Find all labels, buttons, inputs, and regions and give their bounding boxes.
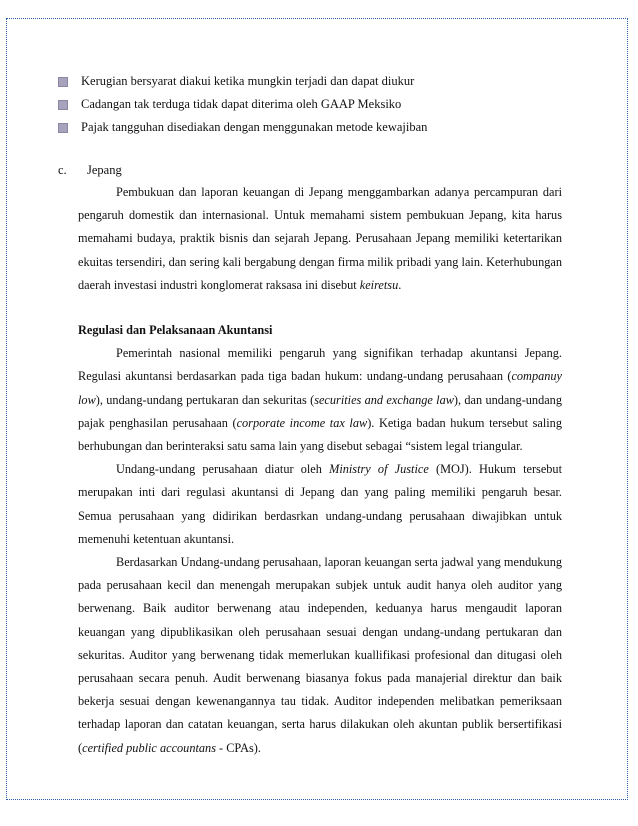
italic-term: certified public accountans [82, 740, 216, 755]
square-bullet-icon [58, 123, 68, 133]
text-span: ), dan undang-undang pajak penghasilan perusahaan ( [78, 392, 562, 430]
section-heading [58, 163, 122, 178]
text-span: Undang-undang perusahaan diatur oleh [116, 462, 330, 477]
bullet-list [58, 70, 427, 139]
italic-term: companuy low [78, 369, 562, 407]
paragraph-intro [78, 181, 562, 297]
italic-term: keiretsu [359, 277, 399, 292]
text-span: (MOJ). Hukum tersebut merupakan inti dari regulasi akuntansi di Jepang dan yang paling memiliki pengaruh besar. Semua perusahaan yang didirikan berdasrkan undang-undang perusahaan diwajibkan untuk memenuhi ketentuan akuntansi. [78, 462, 562, 546]
text-span: Berdasarkan Undang-undang perusahaan, laporan keuangan serta jadwal yang mendukung pada perusahaan kecil dan menengah merupakan subjek untuk audit hanya oleh auditor yang berwenang. Baik auditor berwenang atau independen, keduanya harus mengaudit laporan keuangan yang dipublikasikan oleh perusahaan sesuai dengan undang-undang pertukaran dan sekuritas. Auditor yang berwenang tidak memerlukan kuallifikasi profesional dan ditugasi oleh perusahaan secara penuh. Audit berwenang biasanya fokus pada manajerial direktur dan baik bekerja sesuai dengan kewenangannya tau tidak. Auditor independen melibatkan pemeriksaan terhadap laporan dan catatan keuangan, serta harus dilakukan oleh akuntan publik bersertifikasi ( [78, 555, 562, 755]
paragraph-regulation [78, 342, 562, 458]
square-bullet-icon [58, 77, 68, 87]
text-span: ), undang-undang pertukaran dan sekuritas ( [95, 392, 315, 407]
subsection-heading: Regulasi dan Pelaksanaan Akuntansi [78, 323, 273, 338]
text-span: - CPAs). [215, 740, 261, 755]
section-title: Jepang [87, 163, 122, 177]
bullet-text: Pajak tangguhan disediakan dengan menggunakan metode kewajiban [81, 120, 428, 134]
paragraph-audit [78, 551, 562, 760]
italic-term: securities and exchange law [314, 392, 454, 407]
paragraph-company-law [78, 458, 562, 551]
list-item [58, 116, 427, 139]
text-span: Pembukuan dan laporan keuangan di Jepang menggambarkan adanya percampuran dari pengaruh domestik dan internasional. Untuk memahami sistem pembukuan Jepang, kita harus memahami budaya, praktik bisnis dan sejarah Jepang. Perusahaan Jepang memiliki ketertarikan ekuitas tersendiri, dan sering kali bergabung dengan firma milik pribadi yang lain. Keterhubungan daerah investasi industri konglomerat raksasa ini disebut [78, 185, 562, 292]
body-text [78, 181, 562, 760]
square-bullet-icon [58, 100, 68, 110]
section-letter: c. [58, 163, 67, 177]
bullet-text: Cadangan tak terduga tidak dapat diterima oleh GAAP Meksiko [81, 97, 402, 111]
list-item [58, 93, 427, 116]
text-span: Pemerintah nasional memiliki pengaruh yang signifikan terhadap akuntansi Jepang. Regulasi akuntansi berdasarkan pada tiga badan hukum: undang-undang perusahaan ( [78, 346, 562, 384]
text-span: . [398, 277, 402, 292]
bullet-text: Kerugian bersyarat diakui ketika mungkin terjadi dan dapat diukur [81, 74, 415, 88]
italic-term: corporate income tax law [236, 415, 368, 430]
text-span: ). Ketiga badan hukum tersebut saling berhubungan dan berinteraksi satu sama lain yang disebut sebagai “sistem legal triangular. [78, 415, 562, 454]
spacer [78, 297, 562, 319]
italic-term: Ministry of Justice [329, 462, 429, 477]
list-item [58, 70, 427, 93]
